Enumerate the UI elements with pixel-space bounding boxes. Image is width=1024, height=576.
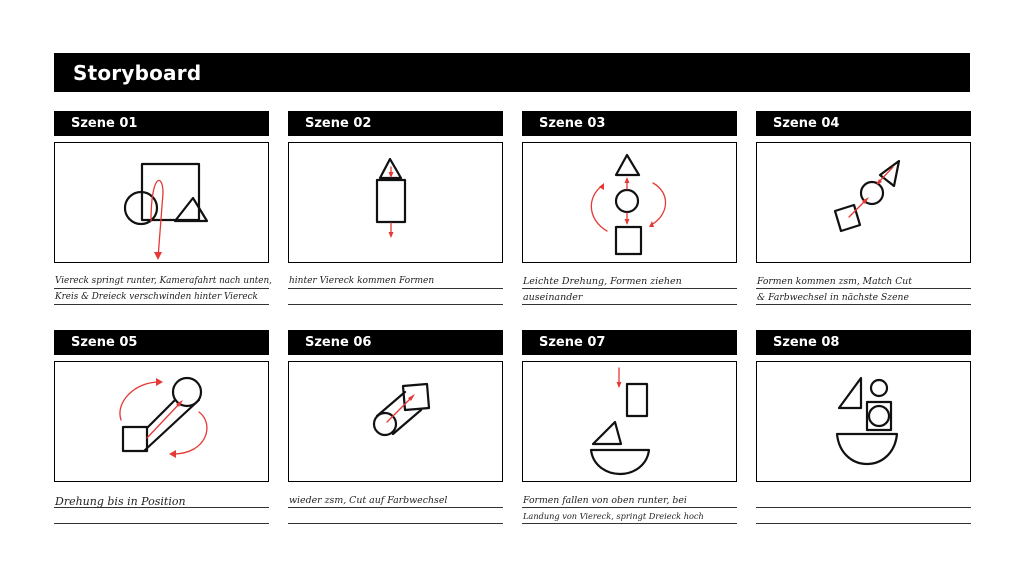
scene-07 [522, 330, 737, 527]
scene-frame [756, 361, 971, 482]
note-rule [522, 288, 737, 289]
scene-notes [288, 487, 503, 527]
sketch-triangle [593, 422, 621, 444]
note-rule [756, 507, 971, 508]
scene-label: Szene 05 [71, 335, 138, 350]
page-title: Storyboard [73, 60, 202, 85]
note-rule [54, 523, 269, 524]
scene-header [522, 330, 737, 355]
note-rule [54, 304, 269, 305]
scene-frame [288, 142, 503, 263]
note-line-1: Viereck springt runter, Kamerafahrt nach unten, [55, 276, 272, 286]
scene-label: Szene 04 [773, 116, 840, 131]
sketch-scene-05 [55, 362, 268, 481]
scene-frame [54, 361, 269, 482]
scene-header [54, 330, 269, 355]
scene-label: Szene 02 [305, 116, 372, 131]
arrow-head [617, 382, 622, 388]
note-line-1: Drehung bis in Position [55, 495, 186, 508]
scene-05 [54, 330, 269, 527]
note-rule [54, 288, 269, 289]
rotation-arrow [651, 183, 666, 225]
scene-header [288, 330, 503, 355]
scene-03 [522, 111, 737, 308]
note-rule [288, 304, 503, 305]
arrow-head [154, 252, 162, 260]
sketch-half-circle [837, 434, 897, 464]
note-line-1: Formen fallen von oben runter, bei [523, 495, 687, 506]
scene-header [288, 111, 503, 136]
scene-notes [756, 487, 971, 527]
scene-label: Szene 01 [71, 116, 138, 131]
scene-header [756, 330, 971, 355]
arrow-head [156, 378, 163, 386]
scene-notes [756, 268, 971, 308]
sketch-triangle [880, 161, 899, 186]
scene-notes [54, 487, 269, 527]
sketch-half-circle [591, 450, 649, 474]
note-rule [756, 523, 971, 524]
sketch-scene-08 [757, 362, 970, 481]
note-rule [288, 507, 503, 508]
scene-label: Szene 03 [539, 116, 606, 131]
sketch-scene-06 [289, 362, 502, 481]
note-line-2: Landung von Viereck, springt Dreieck hoch [523, 511, 704, 521]
sketch-scene-02 [289, 143, 502, 262]
sketch-scene-03 [523, 143, 736, 262]
sketch-square [123, 427, 147, 451]
sketch-circle [616, 190, 638, 212]
sketch-triangle [616, 155, 639, 175]
note-rule [522, 507, 737, 508]
arrow-head [389, 232, 394, 238]
sketch-circle-inner [869, 406, 889, 426]
note-rule [522, 523, 737, 524]
scene-notes [288, 268, 503, 308]
note-line-2: & Farbwechsel in nächste Szene [757, 292, 909, 303]
note-rule [288, 288, 503, 289]
note-line-2: Kreis & Dreieck verschwinden hinter Viereck [55, 292, 258, 302]
arrow-head [599, 183, 604, 190]
sketch-rect [627, 384, 647, 416]
note-line-2: auseinander [523, 292, 583, 303]
scene-label: Szene 08 [773, 335, 840, 350]
sketch-scene-04 [757, 143, 970, 262]
storyboard-title-bar [54, 53, 970, 92]
sketch-circle [871, 380, 887, 396]
rotation-arrow [591, 185, 607, 231]
sketch-connector [145, 400, 199, 450]
scene-label: Szene 06 [305, 335, 372, 350]
note-rule [522, 304, 737, 305]
sketch-rect [377, 180, 405, 222]
sketch-square [616, 227, 641, 254]
scene-06 [288, 330, 503, 527]
scene-01 [54, 111, 272, 308]
scene-notes [54, 268, 272, 308]
scene-frame [756, 142, 971, 263]
note-line-1: Leichte Drehung, Formen ziehen [523, 276, 682, 287]
sketch-square [403, 384, 429, 410]
note-line-1: wieder zsm, Cut auf Farbwechsel [289, 495, 448, 506]
note-rule [288, 523, 503, 524]
scene-frame [288, 361, 503, 482]
sketch-triangle [839, 378, 861, 408]
scene-frame [54, 142, 269, 263]
scene-label: Szene 07 [539, 335, 606, 350]
scene-notes [522, 487, 737, 527]
scene-frame [522, 361, 737, 482]
scene-08 [756, 330, 971, 527]
note-rule [756, 304, 971, 305]
note-line-1: hinter Viereck kommen Formen [289, 276, 435, 286]
sketch-scene-01 [55, 143, 268, 262]
scene-header [756, 111, 971, 136]
sketch-scene-07 [523, 362, 736, 481]
scene-04 [756, 111, 971, 308]
scene-02 [288, 111, 503, 308]
scene-frame [522, 142, 737, 263]
note-line-1: Formen kommen zsm, Match Cut [757, 276, 912, 287]
note-rule [756, 288, 971, 289]
rotation-arrow [120, 382, 159, 420]
scene-notes [522, 268, 737, 308]
scene-header [522, 111, 737, 136]
sketch-triangle [175, 198, 207, 221]
scene-header [54, 111, 269, 136]
arrow-head [169, 450, 176, 458]
